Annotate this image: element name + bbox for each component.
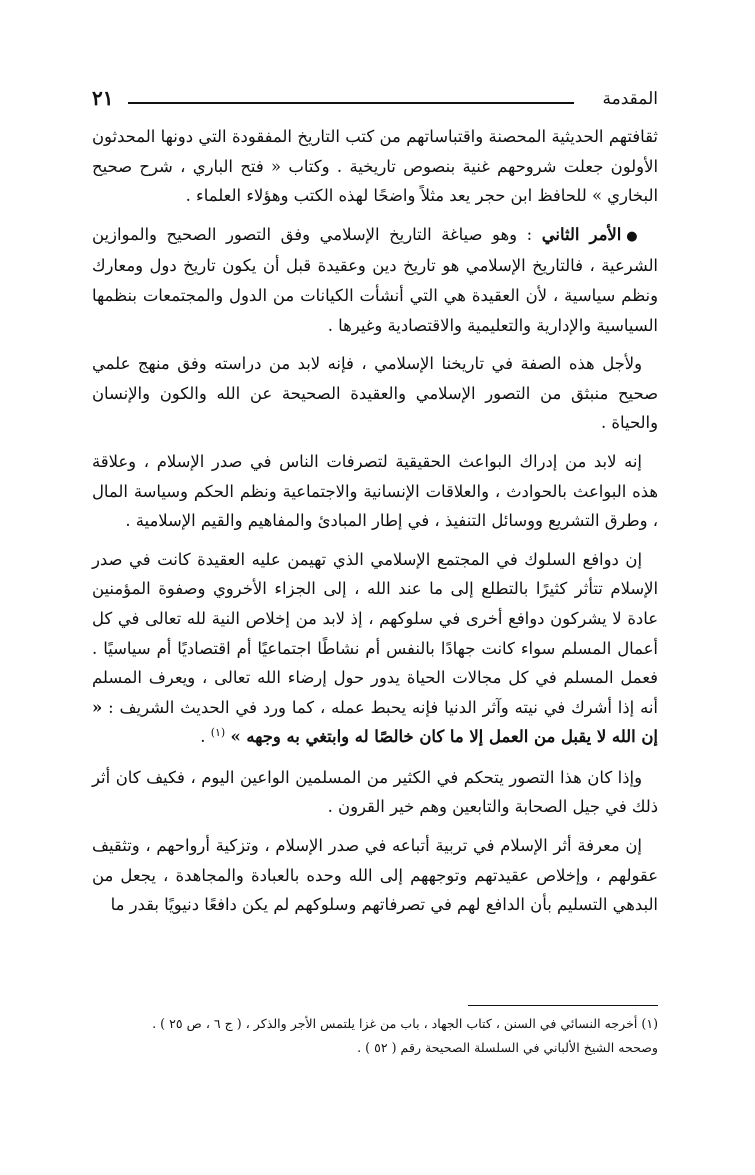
paragraph-5-end: .	[200, 727, 206, 747]
paragraph-2-text: : وهو صياغة التاريخ الإسلامي وفق التصور الصحيح والموازين الشرعية ، فالتاريخ الإسلامي هو تاريخ دين وعقيدة قبل أن يكون تاريخ دول ومعارك ونظم سياسية ، لأن العقيدة هي التي أنشأت الكيانات من الدول والمجتمعات بنظمها السياسية والإدارية والتعليمية والاقتصادية وغيرها .	[92, 224, 658, 335]
chapter-title: المقدمة	[602, 89, 658, 109]
bullet-icon: ●	[626, 228, 643, 244]
footnote-1: (١) أخرجه النسائي في السنن ، كتاب الجهاد ، باب من غزا يلتمس الأجر والذكر ، ( ج ٦ ، ص ٢٥ ) .	[152, 1016, 658, 1031]
paragraph-2-lead: الأمر الثاني	[541, 224, 622, 244]
paragraph-6: وإذا كان هذا التصور يتحكم في الكثير من المسلمين الواعين اليوم ، فكيف كان أثر ذلك في جيل الصحابة والتابعين وهم خير القرون .	[92, 767, 658, 817]
hadith-quote: « إن الله لا يقبل من العمل إلا ما كان خالصًا له وابتغي به وجهه »	[92, 697, 658, 747]
paragraph-4: إنه لابد من إدراك البواعث الحقيقية لتصرفات الناس في صدر الإسلام ، وعلاقة هذه البواعث بالحوادث ، والعلاقات الإنسانية والاجتماعية ونظم الحكم وسياسة المال ، وطرق التشريع ووسائل التنفيذ ، في إطار المبادئ والمفاهيم والقيم الإسلامية .	[92, 451, 658, 531]
running-header	[92, 86, 658, 116]
paragraph-5	[92, 545, 658, 754]
footnote-reference[interactable]: (١)	[210, 726, 226, 740]
footnotes	[92, 1012, 658, 1060]
paragraph-2	[92, 220, 658, 340]
paragraph-5-text: إن دوافع السلوك في المجتمع الإسلامي الذي تهيمن عليه العقيدة كانت في صدر الإسلام تتأثر كثيرًا بالتطلع إلى ما عند الله ، إلى الجزاء الأخروي وصفوة المؤمنين عادة لا يشركون دوافع أخرى في سلوكهم ، إذ لابد من إخلاص النية لله تعالى في كل أعمال المسلم سواء كانت جهادًا بالنفس أم نشاطًا اجتماعيًا أم اقتصاديًا أم سياسيًا . فعمل المسلم في كل مجالات الحياة يدور حول إرضاء الله تعالى ، ويعرف المسلم أنه إذا أشرك في نيته وآثر الدنيا فإنه يحبط عمله ، كما ورد في الحديث الشريف :	[92, 549, 658, 717]
footnote-divider	[468, 1005, 658, 1006]
footnote-1-continued: وصححه الشيخ الألباني في السلسلة الصحيحة رقم ( ٥٢ ) .	[357, 1040, 658, 1055]
paragraph-1: ثقافتهم الحديثية المحصنة واقتباساتهم من كتب التاريخ المفقودة التي دونها المحدثون الأولون جعلت شروحهم غنية بنصوص تاريخية . وكتاب « فتح الباري ، شرح صحيح البخاري » للحافظ ابن حجر يعد مثلاً واضحًا لهذه الكتب وهؤلاء العلماء .	[92, 127, 658, 206]
page-number: ٢١	[92, 86, 114, 110]
body-text	[92, 122, 658, 929]
paragraph-7: إن معرفة أثر الإسلام في تربية أتباعه في صدر الإسلام ، وتزكية أرواحهم ، وتثقيف عقولهم ، وإخلاص عقيدتهم وتوجههم إلى الله وحده بالعبادة والمجاهدة ، يجعل من البدهي التسليم بأن الدافع لهم في تصرفاتهم وسلوكهم لم يكن دافعًا دنيويًا بقدر ما	[92, 836, 658, 915]
paragraph-3: ولأجل هذه الصفة في تاريخنا الإسلامي ، فإنه لابد من دراسته وفق منهج علمي صحيح منبثق من التصور الإسلامي والعقيدة الصحيحة عن الله والكون والإنسان والحياة .	[92, 354, 658, 433]
header-rule	[128, 102, 574, 104]
